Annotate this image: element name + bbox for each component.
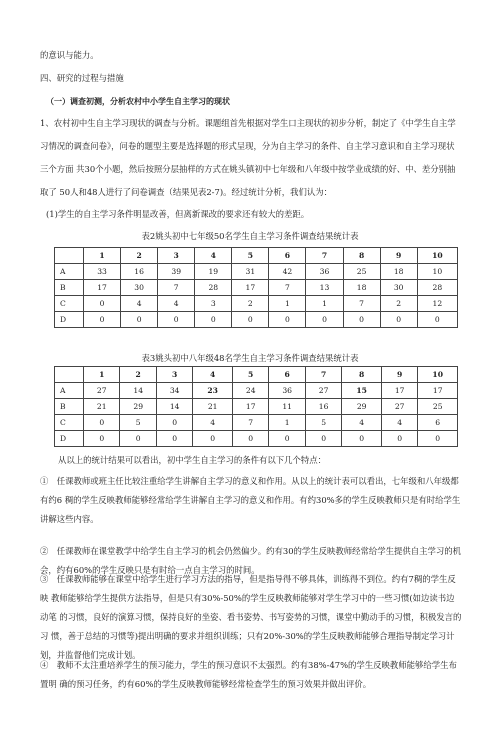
table-cell: 25 xyxy=(418,399,458,415)
table-cell: 0 xyxy=(84,296,121,312)
table-cell: 17 xyxy=(84,280,121,296)
table-cell: 5 xyxy=(305,415,341,431)
table-cell: 0 xyxy=(84,431,120,447)
table-cell: 6 xyxy=(269,248,306,264)
table-cell: 0 xyxy=(232,312,269,328)
table-cell: 2 xyxy=(120,367,156,383)
table-cell: 0 xyxy=(269,431,305,447)
table-cell: 31 xyxy=(232,264,269,280)
table-cell: 0 xyxy=(417,312,457,328)
table-grade8 xyxy=(54,366,458,447)
table-cell: 25 xyxy=(343,264,380,280)
table-cell: 3 xyxy=(156,367,192,383)
table-cell: A xyxy=(55,264,84,280)
table-cell: 0 xyxy=(195,312,232,328)
table-cell: 4 xyxy=(195,248,232,264)
table-row xyxy=(55,312,458,328)
table-cell: 5 xyxy=(232,248,269,264)
table-cell xyxy=(55,367,84,383)
table-cell: 30 xyxy=(380,280,417,296)
table-cell: 0 xyxy=(232,431,268,447)
table-cell: 0 xyxy=(121,312,158,328)
table-cell: 14 xyxy=(156,399,192,415)
table-cell: B xyxy=(55,399,84,415)
table-cell: 15 xyxy=(342,383,382,399)
table-cell: 16 xyxy=(121,264,158,280)
table-cell: 7 xyxy=(306,248,343,264)
table-cell xyxy=(55,248,84,264)
table-cell: 8 xyxy=(343,248,380,264)
table-cell: 0 xyxy=(306,312,343,328)
table-cell: 0 xyxy=(84,312,121,328)
table-cell: 3 xyxy=(158,248,195,264)
table-cell: 4 xyxy=(193,415,233,431)
table-cell: 3 xyxy=(195,296,232,312)
table-cell: 2 xyxy=(232,296,269,312)
table-cell: 21 xyxy=(193,399,233,415)
table-row xyxy=(55,383,458,399)
table-cell: 10 xyxy=(417,264,457,280)
table-cell: 0 xyxy=(381,431,417,447)
paragraph-survey: 1、农村初中生自主学习现状的调查与分析。课题组首先根据对学生口主现状的初步分析，制定了《中学生自主学 习情况的调查问卷》，问卷的题型主要是选择题的形式呈现，分为自主学习的条件、自主学习意识和自主学习现状三个方面 共30个小题，然后按照分层抽样的方式在姚头镇初中七年级和八年级中按学业成绩的好、中、差分别抽取了 50人和48人进行了问卷调查（结果见表2-7)。经过统计分析，我们认为： xyxy=(40,118,456,197)
table-cell: 28 xyxy=(417,280,457,296)
table-grade7 xyxy=(54,247,458,328)
table-cell: 16 xyxy=(305,399,341,415)
table-cell: D xyxy=(55,312,84,328)
table-cell: 4 xyxy=(158,296,195,312)
table-cell: 8 xyxy=(342,367,382,383)
table-cell: 7 xyxy=(232,415,268,431)
table-cell: 6 xyxy=(269,367,305,383)
table-cell: 29 xyxy=(120,399,156,415)
table-header-row xyxy=(55,248,458,264)
finding-item-1: ① 任课教师或班主任比较注重给学生讲解自主学习的意义和作用。从以上的统计表可以看出，七年级和八年级都 有约6 稠的学生反映教师能够经常给学生讲解自主学习的意义和作用。有约30%多的学生反映教师只是有时给学生 讲解这些内容。 xyxy=(40,476,461,524)
section-heading: 四、研究的过程与措施 xyxy=(40,73,124,83)
table-row xyxy=(55,399,458,415)
table-cell: 0 xyxy=(156,431,192,447)
table-cell: 10 xyxy=(417,248,457,264)
table-cell: 18 xyxy=(380,264,417,280)
table-cell: 5 xyxy=(120,415,156,431)
table-cell: 24 xyxy=(232,383,268,399)
finding-item-2: ② 任课教师在课堂教学中给学生自主学习的机会仍然偏少。约有30的学生反映教师经常给学生提供自主学习的机 会，约有60%的学生反映只是有时给一点自主学习的时间。 xyxy=(40,546,462,575)
table-cell: 7 xyxy=(305,367,341,383)
table-cell: 0 xyxy=(305,431,341,447)
text-line-intro: 的意识与能力。 xyxy=(40,50,99,60)
table-cell: 12 xyxy=(417,296,457,312)
table-cell: 0 xyxy=(343,312,380,328)
table-cell: 39 xyxy=(158,264,195,280)
table-cell: 0 xyxy=(84,415,120,431)
table-cell: 1 xyxy=(84,248,121,264)
table-cell: 13 xyxy=(306,280,343,296)
finding-item-4: ④ 教师不太注重培养学生的预习能力，学生的预习意识不太强烈。约有38%-47%的学生反映教师能够给学生布置明 确的预习任务，约有60%的学生反映教师能够经常检查学生的预习效果并做出评价。 xyxy=(40,660,457,689)
table-cell: 33 xyxy=(84,264,121,280)
table-cell: 4 xyxy=(193,367,233,383)
table-cell: 5 xyxy=(232,367,268,383)
table-cell: 36 xyxy=(306,264,343,280)
table-row xyxy=(55,296,458,312)
table-cell: C xyxy=(55,415,84,431)
table-cell: D xyxy=(55,431,84,447)
table-cell: 2 xyxy=(121,248,158,264)
table-cell: 4 xyxy=(381,415,417,431)
table-cell: 11 xyxy=(269,399,305,415)
table-cell: 1 xyxy=(84,367,120,383)
paragraph-finding-1: (1)学生的自主学习条件明显改善，但离新课改的要求还有较大的差距。 xyxy=(46,209,310,219)
table-cell: 0 xyxy=(158,312,195,328)
table-cell: 4 xyxy=(342,415,382,431)
table-cell: 6 xyxy=(418,415,458,431)
table2-caption: 表3姚头初中八年级48名学生自主学习条件调查结果统计表 xyxy=(141,353,359,363)
finding-item-3: ③ 任课教师能够在课堂中给学生进行学习方法的指导，但是指导得不够具体，训练得不到位。约有7稠的学生反映 教师能够给学生提供方法指导，但是只有30%-50%的学生反映教师能够对学生学习中的一些习惯(如边读书边动笔 的习惯，良好的演算习惯，保持良好的坐姿、看书姿势、书写姿势的习惯，课堂中勤动手的习惯，积极发言的习 惯，善于总结的习惯等)提出明确的要求并组织训练；只有20%-30%的学生反映教师能够合理指导制定学习计划，并监督他们完成计划。 xyxy=(40,574,462,660)
table-cell: 7 xyxy=(269,280,306,296)
table-cell: 21 xyxy=(84,399,120,415)
table-cell: 19 xyxy=(195,264,232,280)
table-cell: 17 xyxy=(232,399,268,415)
table-cell: 17 xyxy=(381,383,417,399)
table-cell: 17 xyxy=(418,383,458,399)
table-cell: 23 xyxy=(193,383,233,399)
table-cell: 4 xyxy=(121,296,158,312)
table-row xyxy=(55,264,458,280)
table-cell: B xyxy=(55,280,84,296)
table-cell: A xyxy=(55,383,84,399)
table-cell: 1 xyxy=(306,296,343,312)
table-cell: 17 xyxy=(232,280,269,296)
table-cell: 27 xyxy=(84,383,120,399)
table-cell: 7 xyxy=(343,296,380,312)
table-row xyxy=(55,431,458,447)
table-cell: 0 xyxy=(120,431,156,447)
table-cell: 27 xyxy=(381,399,417,415)
table-cell: 42 xyxy=(269,264,306,280)
table-cell: C xyxy=(55,296,84,312)
table-cell: 0 xyxy=(269,312,306,328)
table-cell: 0 xyxy=(156,415,192,431)
table-cell: 18 xyxy=(343,280,380,296)
table-cell: 0 xyxy=(380,312,417,328)
table-cell: 2 xyxy=(380,296,417,312)
table-cell: 1 xyxy=(269,415,305,431)
table-cell: 34 xyxy=(156,383,192,399)
table-cell: 10 xyxy=(418,367,458,383)
table-cell: 36 xyxy=(269,383,305,399)
table-cell: 1 xyxy=(269,296,306,312)
table-cell: 0 xyxy=(193,431,233,447)
table-cell: 9 xyxy=(380,248,417,264)
table-cell: 14 xyxy=(120,383,156,399)
table-cell: 0 xyxy=(418,431,458,447)
subsection-heading: （一）调查初测，分析农村中小学生自主学习的现状 xyxy=(46,96,230,106)
summary-text: 从以上的统计结果可以看出，初中学生自主学习的条件有以下几个特点： xyxy=(58,455,326,465)
table-header-row xyxy=(55,367,458,383)
table-cell: 28 xyxy=(195,280,232,296)
table-cell: 29 xyxy=(342,399,382,415)
table-cell: 0 xyxy=(342,431,382,447)
table-cell: 7 xyxy=(158,280,195,296)
table-row xyxy=(55,415,458,431)
table-cell: 30 xyxy=(121,280,158,296)
table-row xyxy=(55,280,458,296)
table1-caption: 表2姚头初中七年级50名学生自主学习条件调查结果统计表 xyxy=(141,231,359,241)
table-cell: 9 xyxy=(381,367,417,383)
table-cell: 27 xyxy=(305,383,341,399)
